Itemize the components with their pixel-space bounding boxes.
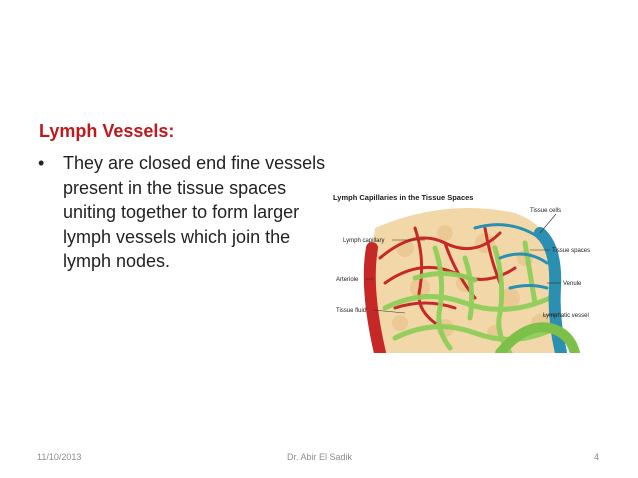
bullet-list xyxy=(37,151,337,274)
footer-author: Dr. Abir El Sadik xyxy=(287,452,353,462)
bullet-dot: • xyxy=(38,153,45,173)
label-tissue-fluid: Tissue fluid xyxy=(336,308,367,314)
footer-page-number: 4 xyxy=(594,452,600,462)
label-lymph-capillary: Lymph capillary xyxy=(343,238,385,244)
lymph-capillaries-illustration xyxy=(325,188,615,353)
label-arteriole: Arteriole xyxy=(336,277,359,283)
slide-heading: Lymph Vessels: xyxy=(39,121,175,141)
footer-date: 11/10/2013 xyxy=(37,452,82,462)
bullet-item xyxy=(37,151,337,274)
label-venule: Venule xyxy=(563,281,582,287)
figure-title: Lymph Capillaries in the Tissue Spaces xyxy=(333,193,474,202)
label-tissue-spaces: Tissue spaces xyxy=(552,248,591,254)
lymph-capillaries-figure xyxy=(325,188,615,353)
label-lymphatic-vessel: Lymphatic vessel xyxy=(543,313,589,319)
label-tissue-cells: Tissue cells xyxy=(530,208,562,214)
bullet-text: They are closed end fine vessels present in the tissue spaces uniting together to form larger lymph vessels which join the lymph nodes. xyxy=(63,153,326,271)
